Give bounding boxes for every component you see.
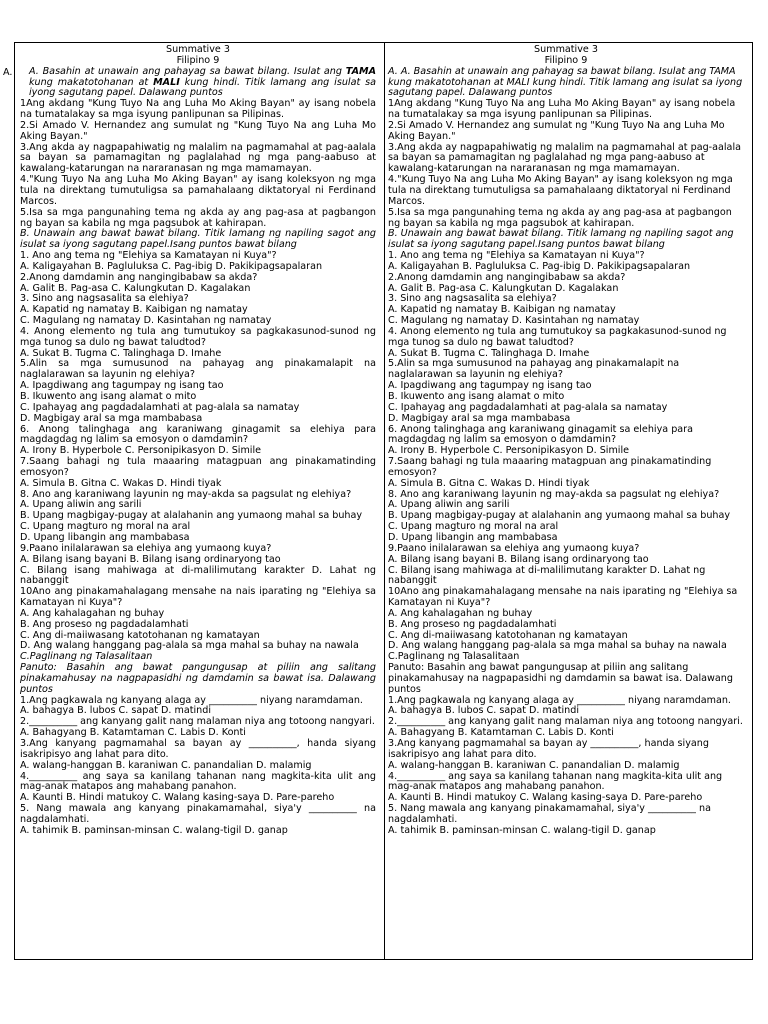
question-text: 3. Sino ang nagsasalita sa elehiya? xyxy=(388,293,557,305)
statement-item: 1Ang akdang "Kung Tuyo Na ang Luha Mo Aking Bayan" ay isang nobela na tumatalakay sa mga isyung panlipunan sa Pilipinas. xyxy=(388,98,736,121)
choice-line: A. Upang aliwin ang sarili xyxy=(20,499,142,511)
question-text: 3.Ang kanyang pagmamahal sa bayan ay __________, handa siyang isakripisyo ang lahat para dito. xyxy=(388,738,709,760)
question-text: 5.Alin sa mga sumusunod na pahayag ang pinakamalapit na naglalarawan sa layunin ng elehiya? xyxy=(388,358,680,381)
choice-line: A. Kaligayahan B. Pagluluksa C. Pag-ibig D. Pakikipagsapalaran xyxy=(20,260,323,272)
choice-line: A. Bilang isang bayani B. Bilang isang ordinaryong tao xyxy=(20,553,281,565)
choice-line: A. Kapatid ng namatay B. Kaibigan ng namatay xyxy=(20,304,248,316)
question-text: 4.__________ ang saya sa kanilang tahanan nang magkita-kita ulit ang mag-anak matapos ang mahabang panahon. xyxy=(388,770,723,793)
statement-item: 3.Ang akda ay nagpapahiwatig ng malalim na pagmamahal at pag-aalala sa bayan sa pamamagitan ng paglalahad ng mga pang-aabuso at kawalang-katarungan na nararanasan ng mga mamamayan. xyxy=(388,141,741,175)
question-text: 1. Ano ang tema ng "Elehiya sa Kamatayan ni Kuya"? xyxy=(20,250,277,262)
choice-line: A. Simula B. Gitna C. Wakas D. Hindi tiyak xyxy=(20,477,222,489)
choice-line: A. walang-hanggan B. karaniwan C. panandalian D. malamig xyxy=(20,759,312,771)
question-text: 3. Sino ang nagsasalita sa elehiya? xyxy=(20,293,189,305)
choice-line: A. Kaunti B. Hindi matukoy C. Walang kasing-saya D. Pare-pareho xyxy=(388,792,703,804)
question-text: 2.__________ ang kanyang galit nang malaman niya ang totoong nangyari. xyxy=(388,716,743,728)
question-text: 1. Ano ang tema ng "Elehiya sa Kamatayan ni Kuya"? xyxy=(388,250,645,262)
choice-line: B. Ang proseso ng pagdadalamhati xyxy=(388,618,557,630)
instruction-b: B. Unawain ang bawat bawat bilang. Titik lamang ng napiling sagot ang isulat sa iyong sagutang papel.Isang puntos bawat bilang xyxy=(20,228,376,251)
choice-line: A. tahimik B. paminsan-minsan C. walang-tigil D. ganap xyxy=(388,824,656,836)
question-text: 8. Ano ang karaniwang layunin ng may-akda sa pagsulat ng elehiya? xyxy=(388,488,720,500)
question-text: 7.Saang bahagi ng tula maaaring matagpuan ang pinakamatinding emosyon? xyxy=(20,456,376,478)
choice-line: A. bahagya B. lubos C. sapat D. matindi xyxy=(388,705,579,717)
statement-item: 5.Isa sa mga pangunahing tema ng akda ay ang pag-asa at pagbangon ng bayan sa kabila ng mga pagsubok at kahirapan. xyxy=(20,206,376,229)
choice-line: A. bahagya B. lubos C. sapat D. matindi xyxy=(20,705,211,717)
question-text: 8. Ano ang karaniwang layunin ng may-akda sa pagsulat ng elehiya? xyxy=(20,488,352,500)
choice-line: C. Ipahayag ang pagdadalamhati at pag-alala sa namatay xyxy=(20,401,300,413)
question-text: 10Ano ang pinakamahalagang mensahe na nais iparating ng "Elehiya sa Kamatayan ni Kuya"? xyxy=(388,586,738,609)
question-text: 9.Paano inilalarawan sa elehiya ang yumaong kuya? xyxy=(20,542,272,554)
statement-item: 5.Isa sa mga pangunahing tema ng akda ay ang pag-asa at pagbangon ng bayan sa kabila ng mga pagsubok at kahirapan. xyxy=(388,206,732,229)
choice-line: C. Upang magturo ng moral na aral xyxy=(20,521,191,533)
instruction-a: A. A. Basahin at unawain ang pahayag sa bawat bilang. Isulat ang TAMA kung makatotohanan at MALI kung hindi. Titik lamang ang isulat sa iyong sagutang papel. Dalawang puntos xyxy=(388,65,743,99)
page-title: Summative 3 xyxy=(534,44,598,55)
choice-line: A. Simula B. Gitna C. Wakas D. Hindi tiyak xyxy=(388,477,590,489)
choice-line: A. Irony B. Hyperbole C. Personipikasyon D. Simile xyxy=(20,445,262,457)
choice-line: B. Ang proseso ng pagdadalamhati xyxy=(20,618,189,630)
instruction-b: B. Unawain ang bawat bawat bilang. Titik lamang ng napiling sagot ang isulat sa iyong sagutang papel.Isang puntos bawat bilang xyxy=(388,228,734,251)
statement-item: 4."Kung Tuyo Na ang Luha Mo Aking Bayan" ay isang koleksyon ng mga tula na direktang tumutuligsa sa pamahalaang diktatoryal ni Ferdinand Marcos. xyxy=(388,174,733,207)
statement-item: 2.Si Amado V. Hernandez ang sumulat ng "Kung Tuyo Na ang Luha Mo Aking Bayan." xyxy=(388,119,725,142)
question-text: 7.Saang bahagi ng tula maaaring matagpuan ang pinakamatinding emosyon? xyxy=(388,456,712,478)
statement-item: 4."Kung Tuyo Na ang Luha Mo Aking Bayan" ay isang koleksyon ng mga tula na direktang tumutuligsa sa pamahalaang diktatoryal ni Ferdinand Marcos. xyxy=(20,174,376,207)
section-marker: A. xyxy=(3,67,13,78)
choice-line: A. Bahagyang B. Katamtaman C. Labis D. Konti xyxy=(20,727,246,739)
choice-line: D. Upang libangin ang mambabasa xyxy=(388,531,558,543)
question-text: 5.Alin sa mga sumusunod na pahayag ang pinakamalapit na naglalarawan sa layunin ng elehiya? xyxy=(20,358,376,381)
page-title: Summative 3 xyxy=(166,44,230,55)
question-text: 5. Nang mawala ang kanyang pinakamamahal, siya'y __________ na nagdalamhati. xyxy=(20,803,376,825)
choice-line: C. Ang di-maiiwasang katotohanan ng kamatayan xyxy=(20,629,260,641)
choice-line: A. Galit B. Pag-asa C. Kalungkutan D. Kagalakan xyxy=(388,282,619,294)
choice-line: C. Magulang ng namatay D. Kasintahan ng namatay xyxy=(388,315,640,327)
choice-line: B. Upang magbigay-pugay at alalahanin ang yumaong mahal sa buhay xyxy=(20,510,363,522)
section-c-title: C.Paglinang ng Talasalitaan xyxy=(20,651,153,663)
choice-line: A. Sukat B. Tugma C. Talinghaga D. Imahe xyxy=(20,347,222,359)
choice-line: C. Magulang ng namatay D. Kasintahan ng namatay xyxy=(20,315,272,327)
question-text: 5. Nang mawala ang kanyang pinakamamahal, siya'y __________ na nagdalamhati. xyxy=(388,803,711,825)
column-divider xyxy=(384,43,385,959)
choice-line: A. Kapatid ng namatay B. Kaibigan ng namatay xyxy=(388,304,616,316)
section-c-title: C.Paglinang ng Talasalitaan xyxy=(388,651,520,663)
question-text: 2.Anong damdamin ang nangingibabaw sa akda? xyxy=(388,271,626,283)
choice-line: A. Irony B. Hyperbole C. Personipikasyon D. Simile xyxy=(388,445,630,457)
choice-line: D. Ang walang hanggang pag-alala sa mga mahal sa buhay na nawala xyxy=(388,640,727,652)
instruction-c: Panuto: Basahin ang bawat pangungusap at piliin ang salitang pinakamahusay na nagpapasidhi ng damdamin sa bawat isa. Dalawang puntos xyxy=(20,662,376,695)
statement-item: 2.Si Amado V. Hernandez ang sumulat ng "Kung Tuyo Na ang Luha Mo Aking Bayan." xyxy=(20,119,376,142)
choice-line: A. Sukat B. Tugma C. Talinghaga D. Imahe xyxy=(388,347,590,359)
question-text: 3.Ang kanyang pagmamahal sa bayan ay __________, handa siyang isakripisyo ang lahat para dito. xyxy=(20,738,376,760)
choice-line: A. Ipagdiwang ang tagumpay ng isang tao xyxy=(388,380,592,392)
question-text: 1.Ang pagkawala ng kanyang alaga ay __________ niyang naramdaman. xyxy=(388,694,731,706)
choice-line: D. Upang libangin ang mambabasa xyxy=(20,531,190,543)
question-text: 9.Paano inilalarawan sa elehiya ang yumaong kuya? xyxy=(388,542,640,554)
choice-line: A. Kaligayahan B. Pagluluksa C. Pag-ibig D. Pakikipagsapalaran xyxy=(388,260,691,272)
page-subtitle: Filipino 9 xyxy=(544,54,588,66)
question-text: 2.Anong damdamin ang nangingibabaw sa akda? xyxy=(20,271,258,283)
choice-line: D. Magbigay aral sa mga mambabasa xyxy=(20,412,203,424)
instruction-c: Panuto: Basahin ang bawat pangungusap at piliin ang salitang pinakamahusay na nagpapasidhi ng damdamin sa bawat isa. Dalawang puntos xyxy=(388,662,733,695)
choice-line: A. Ipagdiwang ang tagumpay ng isang tao xyxy=(20,380,224,392)
choice-line: B. Ikuwento ang isang alamat o mito xyxy=(388,391,565,402)
question-text: 10Ano ang pinakamahalagang mensahe na nais iparating ng "Elehiya sa Kamatayan ni Kuya"? xyxy=(20,586,376,609)
statement-item: 3.Ang akda ay nagpapahiwatig ng malalim na pagmamahal at pag-aalala sa bayan sa pamamagitan ng paglalahad ng mga pang-aabuso at kawalang-katarungan na nararanasan ng mga mamamayan. xyxy=(20,141,376,175)
choice-line: D. Ang walang hanggang pag-alala sa mga mahal sa buhay na nawala xyxy=(20,640,359,652)
choice-line: A. walang-hanggan B. karaniwan C. panandalian D. malamig xyxy=(388,759,680,771)
choice-line: C. Ang di-maiiwasang katotohanan ng kamatayan xyxy=(388,629,628,641)
question-text: 4.__________ ang saya sa kanilang tahanan nang magkita-kita ulit ang mag-anak matapos ang mahabang panahon. xyxy=(20,770,376,793)
choice-line: A. Kaunti B. Hindi matukoy C. Walang kasing-saya D. Pare-pareho xyxy=(20,792,335,804)
choice-line: B. Ikuwento ang isang alamat o mito xyxy=(20,391,197,402)
question-text: 6. Anong talinghaga ang karaniwang ginagamit sa elehiya para magdagdag ng lalim sa emosyon o damdamin? xyxy=(388,423,693,446)
choice-line: C. Upang magturo ng moral na aral xyxy=(388,521,559,533)
question-text: 6. Anong talinghaga ang karaniwang ginagamit sa elehiya para magdagdag ng lalim sa emosyon o damdamin? xyxy=(20,423,376,446)
choice-line: C. Ipahayag ang pagdadalamhati at pag-alala sa namatay xyxy=(388,401,668,413)
instruction-a: A. Basahin at unawain ang pahayag sa bawat bilang. Isulat ang TAMA kung makatotohanan at MALI kung hindi. Titik lamang ang isulat sa iyong sagutang papel. Dalawang puntos xyxy=(29,65,376,99)
choice-line: C. Bilang isang mahiwaga at di-malilimutang karakter D. Lahat ng nabanggit xyxy=(388,564,706,587)
question-text: 4. Anong elemento ng tula ang tumutukoy sa pagkakasunod-sunod ng mga tunog sa dulo ng bawat taludtod? xyxy=(20,325,376,348)
choice-line: A. Ang kahalagahan ng buhay xyxy=(20,607,165,619)
choice-line: A. Bahagyang B. Katamtaman C. Labis D. Konti xyxy=(388,727,614,739)
question-text: 1.Ang pagkawala ng kanyang alaga ay __________ niyang naramdaman. xyxy=(20,694,363,706)
left-column xyxy=(20,45,376,837)
choice-line: A. Galit B. Pag-asa C. Kalungkutan D. Kagalakan xyxy=(20,282,251,294)
document-sheet xyxy=(14,42,753,960)
question-text: 4. Anong elemento ng tula ang tumutukoy sa pagkakasunod-sunod ng mga tunog sa dulo ng bawat taludtod? xyxy=(388,325,727,348)
right-column xyxy=(388,45,744,837)
choice-line: A. Ang kahalagahan ng buhay xyxy=(388,607,533,619)
choice-line: A. Bilang isang bayani B. Bilang isang ordinaryong tao xyxy=(388,553,649,565)
choice-line: A. Upang aliwin ang sarili xyxy=(388,499,510,511)
choice-line: C. Bilang isang mahiwaga at di-malilimutang karakter D. Lahat ng nabanggit xyxy=(20,564,376,587)
question-text: 2.__________ ang kanyang galit nang malaman niya ang totoong nangyari. xyxy=(20,716,375,728)
choice-line: D. Magbigay aral sa mga mambabasa xyxy=(388,412,571,424)
choice-line: B. Upang magbigay-pugay at alalahanin ang yumaong mahal sa buhay xyxy=(388,510,731,522)
page-subtitle: Filipino 9 xyxy=(176,54,220,66)
statement-item: 1Ang akdang "Kung Tuyo Na ang Luha Mo Aking Bayan" ay isang nobela na tumatalakay sa mga isyung panlipunan sa Pilipinas. xyxy=(20,98,376,121)
choice-line: A. tahimik B. paminsan-minsan C. walang-tigil D. ganap xyxy=(20,824,288,836)
